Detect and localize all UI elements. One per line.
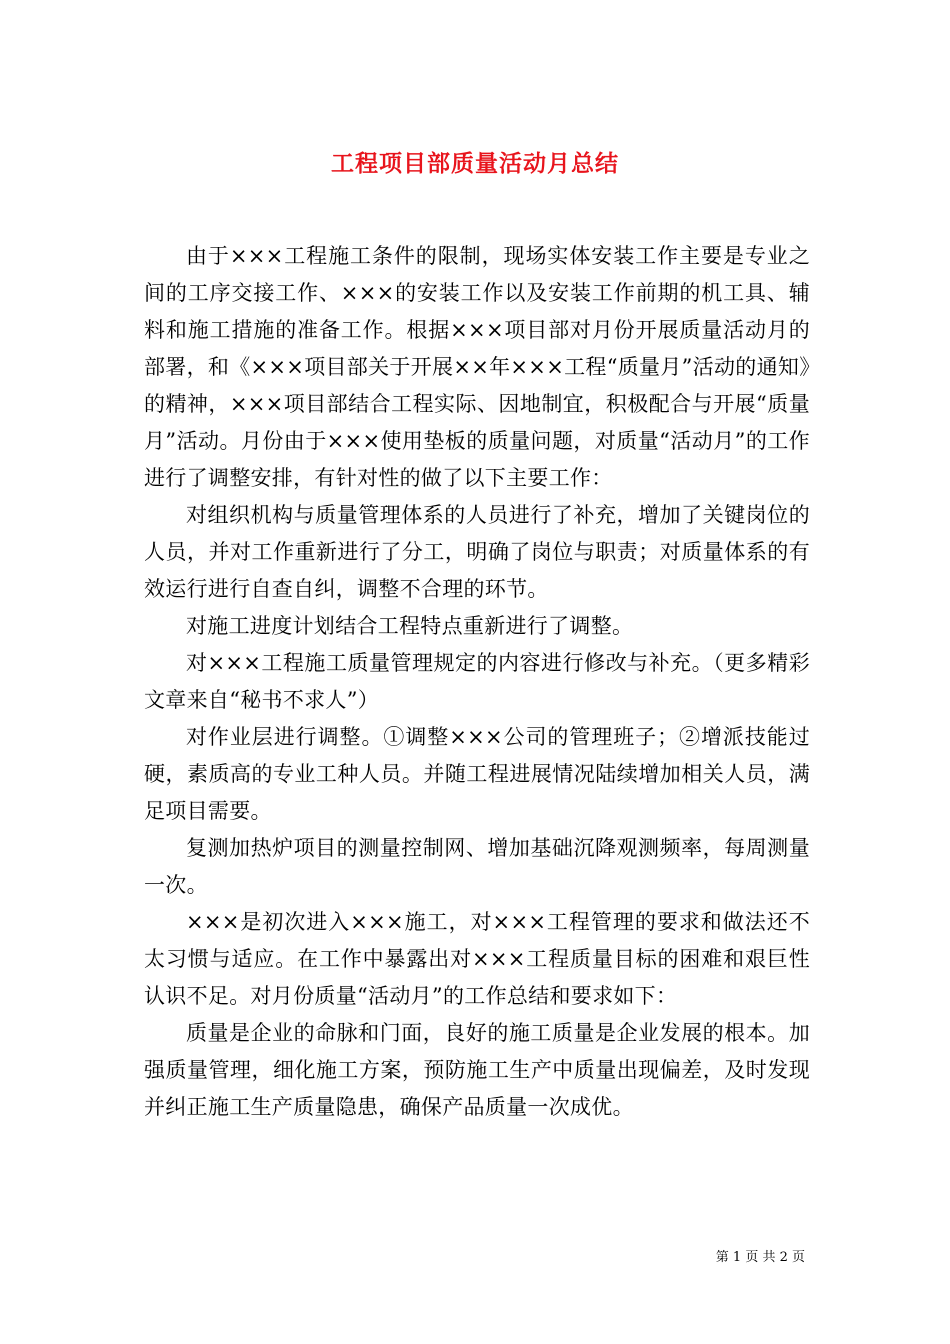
page-number: 第 1 页 共 2 页 <box>715 1250 805 1265</box>
paragraph-workforce: 对作业层进行调整。①调整×××公司的管理班子；②增派技能过硬，素质高的专业工种人员。并随工程进展情况陆续增加相关人员，满足项目需要。 <box>144 725 810 823</box>
document-body <box>144 238 810 1126</box>
paragraph-organization: 对组织机构与质量管理体系的人员进行了补充，增加了关键岗位的人员，并对工作重新进行了分工，明确了岗位与职责；对质量体系的有效运行进行自查自纠，调整不合理的环节。 <box>144 503 810 601</box>
paragraph-survey: 复测加热炉项目的测量控制网、增加基础沉降观测频率，每周测量一次。 <box>144 836 810 897</box>
document-title: 工程项目部质量活动月总结 <box>331 150 619 178</box>
paragraph-schedule: 对施工进度计划结合工程特点重新进行了调整。 <box>186 614 634 638</box>
paragraph-issues: ×××是初次进入×××施工，对×××工程管理的要求和做法还不太习惯与适应。在工作中暴露出对×××工程质量目标的困难和艰巨性认识不足。对月份质量“活动月”的工作总结和要求如下： <box>144 910 810 1008</box>
paragraph-quality: 质量是企业的命脉和门面，良好的施工质量是企业发展的根本。加强质量管理，细化施工方案，预防施工生产中质量出现偏差，及时发现并纠正施工生产质量隐患，确保产品质量一次成优。 <box>144 1021 810 1119</box>
paragraph-intro: 由于×××工程施工条件的限制，现场实体安装工作主要是专业之间的工序交接工作、×××的安装工作以及安装工作前期的机工具、辅料和施工措施的准备工作。根据×××项目部对月份开展质量活动月的部署，和《×××项目部关于开展××年×××工程“质量月”活动的通知》的精神，×××项目部结合工程实际、因地制宜，积极配合与开展“质量月”活动。月份由于×××使用垫板的质量问题，对质量“活动月”的工作进行了调整安排，有针对性的做了以下主要工作： <box>144 244 810 490</box>
paragraph-regulations: 对×××工程施工质量管理规定的内容进行修改与补充。（更多精彩文章来自“秘书不求人”） <box>144 651 810 712</box>
